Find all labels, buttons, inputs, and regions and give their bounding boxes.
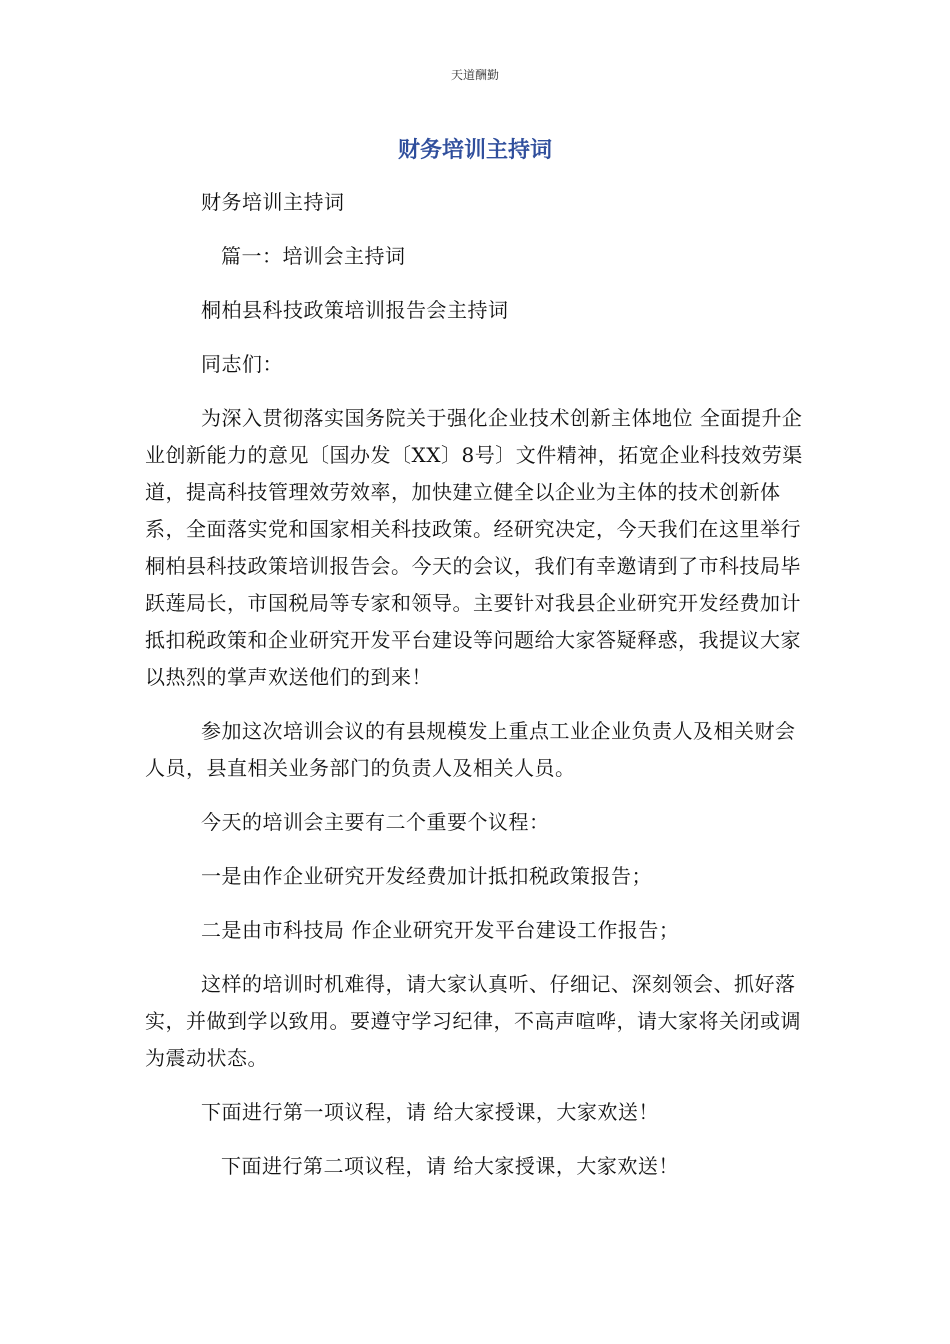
paragraph-meeting-title: 桐柏县科技政策培训报告会主持词 xyxy=(201,298,509,322)
paragraph-subtitle: 财务培训主持词 xyxy=(201,190,345,214)
document-title: 财务培训主持词 xyxy=(397,138,552,163)
paragraph-agenda-intro: 今天的培训会主要有二个重要个议程： xyxy=(201,810,550,834)
page-header: 天道酬勤 xyxy=(450,68,499,82)
paragraph-agenda-item-2: 二是由市科技局 作企业研究开发平台建设工作报告； xyxy=(201,918,680,942)
document-body xyxy=(145,184,805,1185)
paragraph-attendees: 参加这次培训会议的有县规模发上重点工业企业负责人及相关财会人员，县直相关业务部门的负责人及相关人员。 xyxy=(145,719,796,780)
paragraph-greeting: 同志们： xyxy=(201,352,283,376)
paragraph-section-heading: 篇一：培训会主持词 xyxy=(221,244,406,268)
paragraph-discipline: 这样的培训时机难得，请大家认真听、仔细记、深刻领会、抓好落实，并做到学以致用。要遵守学习纪律，不高声喧哗，请大家将关闭或调为震动状态。 xyxy=(145,972,801,1070)
paragraph-agenda-item-1: 一是由作企业研究开发经费加计抵扣税政策报告； xyxy=(201,864,652,888)
paragraph-first-session: 下面进行第一项议程，请 给大家授课，大家欢送！ xyxy=(201,1100,659,1124)
paragraph-second-session: 下面进行第二项议程，请 给大家授课，大家欢送！ xyxy=(221,1154,679,1178)
paragraph-intro: 为深入贯彻落实国务院关于强化企业技术创新主体地位 全面提升企业创新能力的意见〔国办发〔XX〕8号〕文件精神，拓宽企业科技效劳渠道，提高科技管理效劳效率，加快建立健全以企业为主体的技术创新体系，全面落实党和国家相关科技政策。经研究决定，今天我们在这里举行桐柏县科技政策培训报告会。今天的会议，我们有幸邀请到了市科技局毕跃莲局长，市国税局等专家和领导。主要针对我县企业研究开发经费加计抵扣税政策和企业研究开发平台建设等问题给大家答疑释惑，我提议大家以热烈的掌声欢送他们的到来！ xyxy=(145,406,803,689)
